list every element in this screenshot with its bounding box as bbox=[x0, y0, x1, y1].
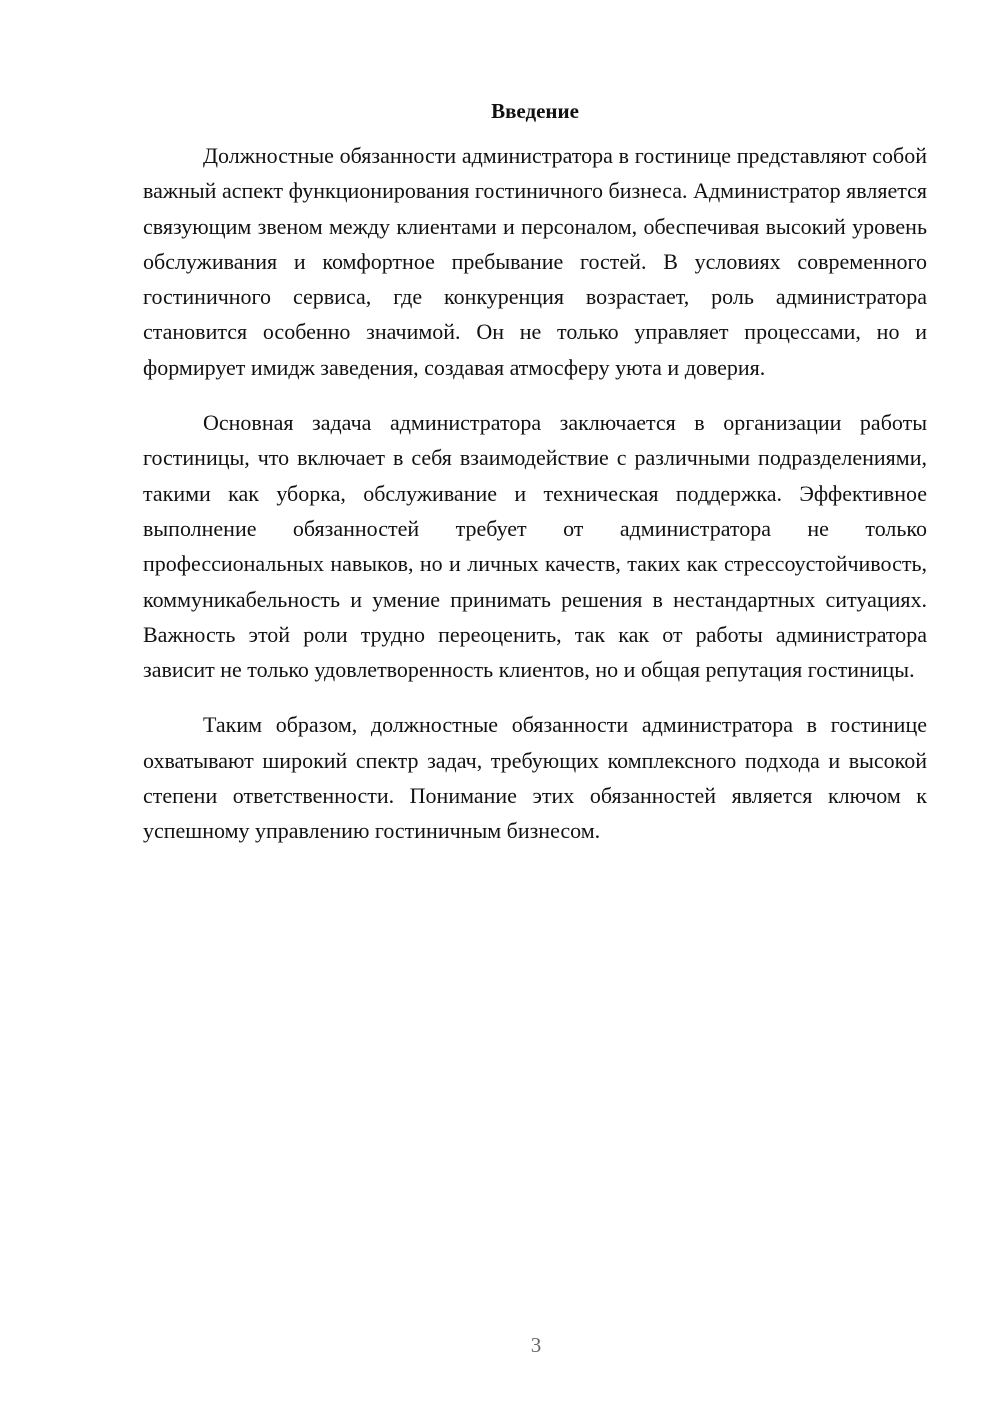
paragraph-3: Таким образом, должностные обязанности администратора в гостинице охватывают широкий спектр задач, требующих комплексного подхода и высокой степени ответственности. Понимание этих обязанностей является ключом к успешному управлению гостиничным бизнесом. bbox=[143, 712, 927, 844]
paragraph-2: Основная задача администратора заключается в организации работы гостиницы, что включает в себя взаимодействие с различными подразделениями, такими как уборка, обслуживание и техническая поддержка. Эффективное выполнение обязанностей требует от администратора не только профессиональных навыков, но и личных качеств, таких как стрессоустойчивость, коммуникабельность и умение принимать решения в нестандартных ситуациях. Важность этой роли трудно переоценить, так как от работы администратора зависит не только удовлетворенность клиентов, но и общая репутация гостиницы. bbox=[143, 410, 927, 683]
paragraph-1: Должностные обязанности администратора в гостинице представляют собой важный аспект функционирования гостиничного бизнеса. Администратор является связующим звеном между клиентами и персоналом, обеспечивая высокий уровень обслуживания и комфортное пребывание гостей. В условиях современного гостиничного сервиса, где конкуренция возрастает, роль администратора становится особенно значимой. Он не только управляет процессами, но и формирует имидж заведения, создавая атмосферу уюта и доверия. bbox=[143, 143, 927, 380]
section-heading: Введение bbox=[491, 99, 579, 123]
page-body bbox=[143, 96, 927, 869]
page-number: 3 bbox=[530, 1333, 542, 1357]
